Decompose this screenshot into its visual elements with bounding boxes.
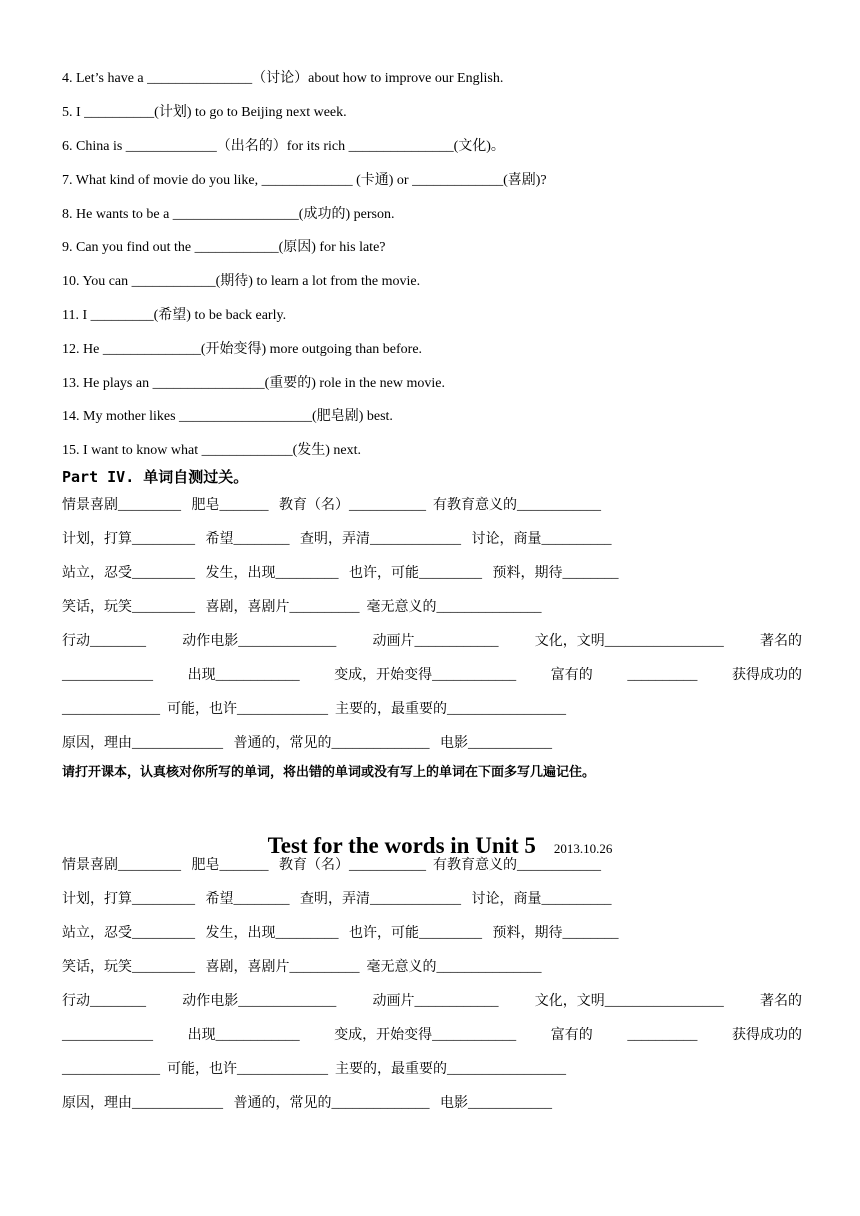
exercise-9: 9. Can you find out the ____________(原因) for his late? [62, 240, 386, 255]
exercise-8: 8. He wants to be a __________________(成功的) person. [62, 207, 395, 222]
part4-heading: Part IV. 单词自测过关。 [62, 468, 249, 486]
exercise-15: 15. I want to know what _____________(发生) next. [62, 443, 362, 458]
vocab2-row7: ______________ 可能，也许_____________ 主要的，最重要的_________________ [62, 1062, 566, 1077]
vocab1-row4: 笑话，玩笑_________ 喜剧，喜剧片__________ 毫无意义的_______________ [62, 600, 542, 615]
vocab1-row6 [62, 667, 802, 685]
vocab-item: 动画片____________ [372, 994, 499, 1009]
vocab-item: 动作电影______________ [182, 994, 337, 1009]
exercise-13: 13. He plays an ________________(重要的) role in the new movie. [62, 376, 445, 391]
exercise-10: 10. You can ____________(期待) to learn a lot from the movie. [62, 274, 421, 289]
vocab1-row7: ______________ 可能，也许_____________ 主要的，最重要的_________________ [62, 702, 566, 717]
vocab-item: 获得成功的 [731, 668, 802, 683]
vocab1-row8: 原因，理由_____________ 普通的，常见的______________ 电影____________ [62, 736, 552, 751]
exercise-11: 11. I _________(希望) to be back early. [62, 308, 287, 323]
test-date: 2013.10.26 [553, 841, 613, 856]
exercise-14: 14. My mother likes ___________________(肥皂剧) best. [62, 409, 393, 424]
vocab2-row8: 原因，理由_____________ 普通的，常见的______________ 电影____________ [62, 1096, 552, 1111]
vocab2-row6 [62, 1027, 802, 1045]
vocab-item: __________ [627, 668, 698, 683]
vocab1-row5 [62, 633, 802, 651]
vocab-item: 文化，文明_________________ [534, 634, 724, 649]
vocab2-row2: 计划，打算_________ 希望________ 查明，弄清_____________ 讨论，商量__________ [62, 892, 612, 907]
vocab-item: _____________ [62, 668, 153, 683]
exercise-12: 12. He ______________(开始变得) more outgoing than before. [62, 342, 423, 357]
check-note: 请打开课本，认真核对你所写的单词，将出错的单词或没有写上的单词在下面多写几遍记住。 [62, 765, 596, 780]
vocab2-row5 [62, 993, 802, 1011]
vocab1-row1: 情景喜剧_________ 肥皂_______ 教育（名）___________ 有教育意义的____________ [62, 498, 601, 513]
vocab-item: 变成，开始变得____________ [334, 668, 517, 683]
vocab-item: 文化，文明_________________ [534, 994, 724, 1009]
vocab1-row2: 计划，打算_________ 希望________ 查明，弄清_____________ 讨论，商量__________ [62, 532, 612, 547]
vocab2-row3: 站立，忍受_________ 发生，出现_________ 也许，可能_________ 预料，期待________ [62, 926, 619, 941]
vocab-item: 动作电影______________ [182, 634, 337, 649]
vocab-item: 获得成功的 [731, 1028, 802, 1043]
exercise-4: 4. Let’s have a _______________（讨论）about how to improve our English. [62, 71, 504, 86]
vocab-item: 出现____________ [187, 668, 300, 683]
vocab-item: 著名的 [760, 994, 802, 1009]
test-title: Test for the words in Unit 5 [267, 833, 536, 858]
vocab-item: 行动________ [62, 634, 146, 649]
vocab-item: 行动________ [62, 994, 146, 1009]
exercise-7: 7. What kind of movie do you like, _____________ (卡通) or _____________(喜剧)? [62, 173, 547, 188]
vocab-item: 富有的 [550, 668, 593, 683]
vocab-item: __________ [627, 1028, 698, 1043]
vocab2-row4: 笑话，玩笑_________ 喜剧，喜剧片__________ 毫无意义的_______________ [62, 960, 542, 975]
vocab-item: 出现____________ [187, 1028, 300, 1043]
vocab-item: 变成，开始变得____________ [334, 1028, 517, 1043]
vocab-item: _____________ [62, 1028, 153, 1043]
exercise-6: 6. China is _____________（出名的）for its rich _______________(文化)。 [62, 139, 505, 154]
vocab-item: 富有的 [550, 1028, 593, 1043]
vocab1-row3: 站立，忍受_________ 发生，出现_________ 也许，可能_________ 预料，期待________ [62, 566, 619, 581]
exercise-5: 5. I __________(计划) to go to Beijing next week. [62, 105, 347, 120]
vocab2-row1: 情景喜剧_________ 肥皂_______ 教育（名）___________ 有教育意义的____________ [62, 858, 601, 873]
vocab-item: 动画片____________ [372, 634, 499, 649]
vocab-item: 著名的 [760, 634, 802, 649]
